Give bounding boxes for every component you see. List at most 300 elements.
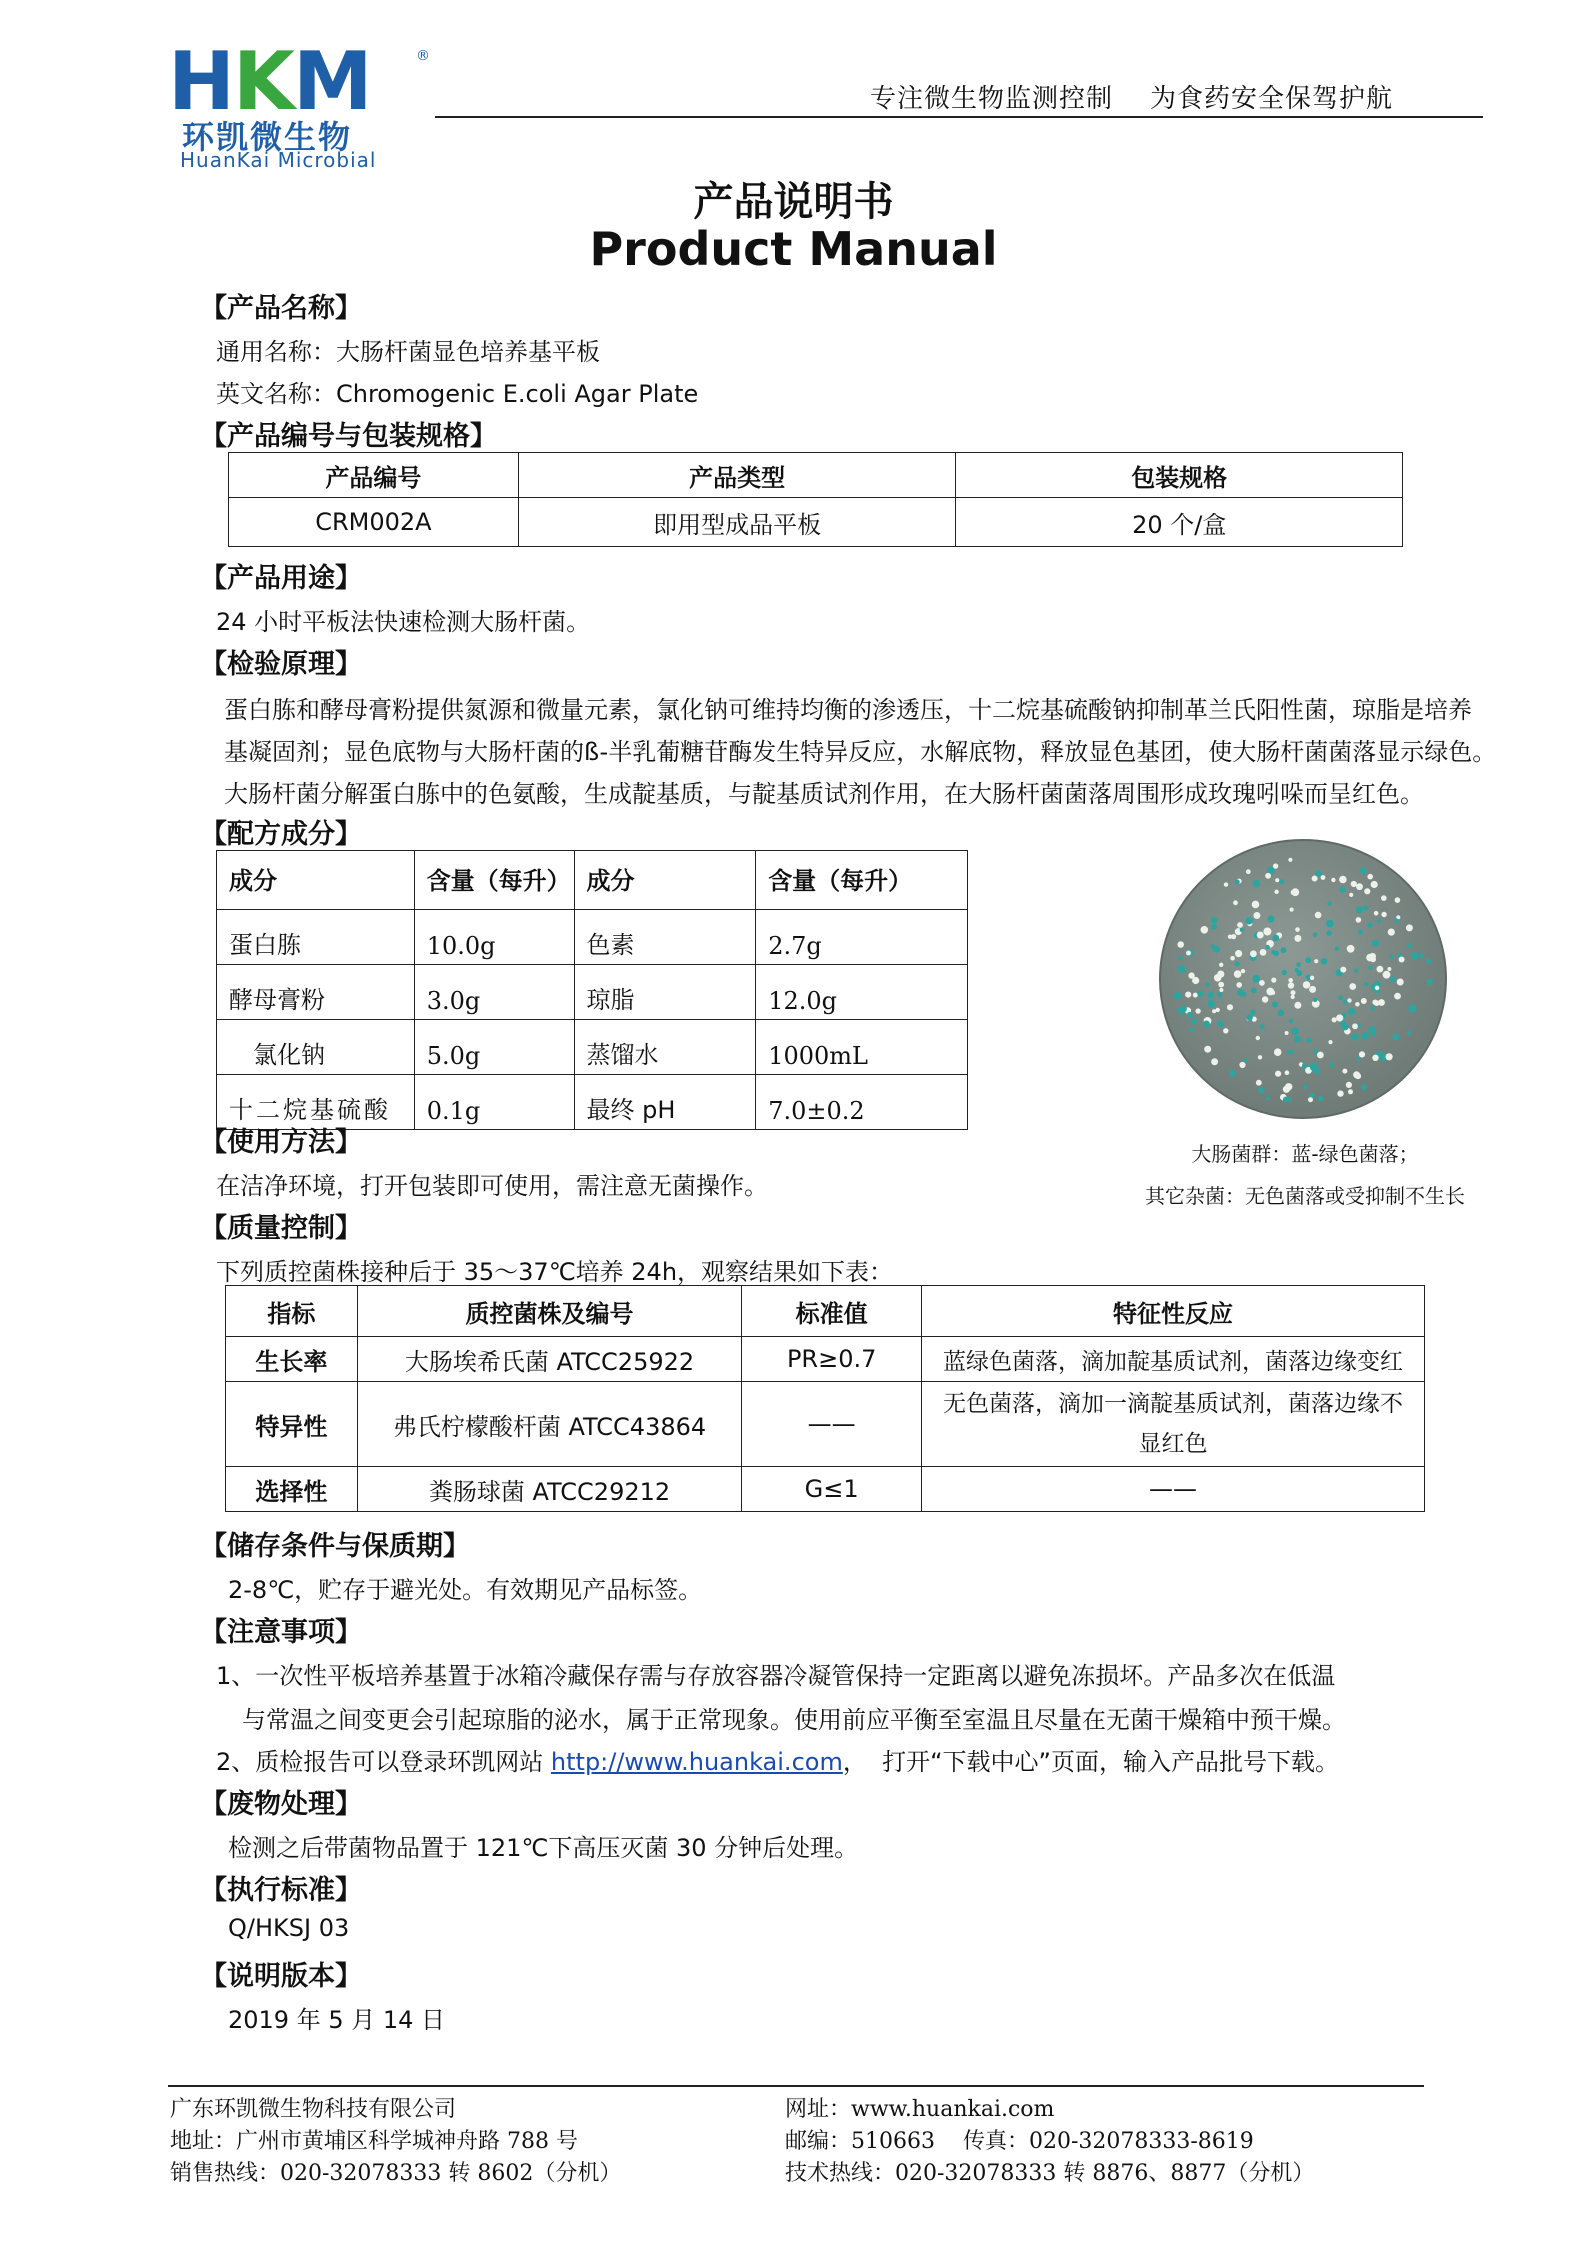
colony-dot bbox=[1367, 922, 1372, 927]
colony-dot bbox=[1272, 935, 1279, 942]
table-cell: 最终 pH bbox=[574, 1075, 756, 1130]
colony-dot bbox=[1294, 1036, 1301, 1043]
colony-dot bbox=[1387, 967, 1391, 971]
colony-dot bbox=[1302, 1063, 1306, 1067]
colony-dot bbox=[1191, 1019, 1197, 1025]
table-cell: 特异性 bbox=[226, 1382, 358, 1467]
colony-dot bbox=[1395, 897, 1401, 903]
footer-tech: 技术热线：020-32078333 转 8876、8877（分机） bbox=[785, 2161, 1315, 2186]
colony-dot bbox=[1283, 1086, 1290, 1093]
section-heading-version: 【说明版本】 bbox=[200, 1961, 362, 1992]
table-cell: 生长率 bbox=[226, 1337, 358, 1382]
table-cell: 弗氏柠檬酸杆菌 ATCC43864 bbox=[357, 1382, 741, 1467]
table-cell: 酵母膏粉 bbox=[217, 965, 415, 1020]
standard-text: Q/HKSJ 03 bbox=[228, 1914, 350, 1942]
title-chinese: 产品说明书 bbox=[693, 179, 894, 225]
colony-dot bbox=[1367, 874, 1373, 880]
table-header: 产品编号 bbox=[229, 453, 519, 498]
colony-dot bbox=[1235, 950, 1242, 957]
storage-text: 2-8℃，贮存于避光处。有效期见产品标签。 bbox=[228, 1576, 703, 1604]
colony-dot bbox=[1347, 945, 1355, 953]
colony-dot bbox=[1178, 956, 1182, 960]
footer-web: 网址：www.huankai.com bbox=[785, 2097, 1055, 2122]
colony-dot bbox=[1289, 1019, 1293, 1023]
colony-dot bbox=[1394, 993, 1401, 1000]
colony-dot bbox=[1343, 1000, 1348, 1005]
colony-dot bbox=[1213, 946, 1220, 953]
colony-dot bbox=[1329, 1062, 1334, 1067]
colony-dot bbox=[1241, 969, 1245, 973]
table-header: 产品类型 bbox=[518, 453, 956, 498]
colony-dot bbox=[1219, 963, 1223, 967]
principle-line-1: 蛋白胨和酵母膏粉提供氮源和微量元素，氯化钠可维持均衡的渗透压，十二烷基硫酸钠抑制革兰氏阳性菌，琼脂是培养 bbox=[224, 696, 1472, 724]
colony-dot bbox=[1372, 940, 1379, 947]
colony-dot bbox=[1218, 982, 1224, 988]
colony-dot bbox=[1296, 970, 1302, 976]
colony-dot bbox=[1381, 912, 1386, 917]
colony-dot bbox=[1272, 1002, 1278, 1008]
table-header: 含量（每升） bbox=[756, 851, 968, 910]
colony-dot bbox=[1239, 1062, 1245, 1068]
section-heading-method: 【使用方法】 bbox=[200, 1127, 362, 1158]
table-cell: 色素 bbox=[574, 910, 756, 965]
colony-dot bbox=[1369, 953, 1376, 960]
colony-dot bbox=[1326, 930, 1331, 935]
colony-dot bbox=[1291, 888, 1299, 896]
section-heading-storage: 【储存条件与保质期】 bbox=[200, 1531, 470, 1562]
colony-dot bbox=[1375, 986, 1380, 991]
colony-dot bbox=[1285, 1031, 1289, 1035]
colony-dot bbox=[1346, 1082, 1352, 1088]
colony-dot bbox=[1361, 1032, 1369, 1040]
colony-dot bbox=[1207, 992, 1214, 999]
colony-dot bbox=[1356, 906, 1363, 913]
formula-table bbox=[216, 850, 968, 1130]
colony-dot bbox=[1251, 987, 1257, 993]
colony-dot bbox=[1185, 992, 1191, 998]
colony-dot bbox=[1223, 1028, 1228, 1033]
colony-dot bbox=[1407, 944, 1411, 948]
colony-dot bbox=[1229, 1070, 1236, 1077]
table-header: 含量（每升） bbox=[414, 851, 574, 910]
slogan: 专注微生物监测控制 为食药安全保驾护航 bbox=[870, 84, 1394, 114]
colony-dot bbox=[1228, 935, 1232, 939]
colony-dot bbox=[1339, 876, 1347, 884]
colony-dot bbox=[1260, 1024, 1265, 1029]
table-header: 特征性反应 bbox=[922, 1286, 1425, 1337]
colony-dot bbox=[1259, 980, 1265, 986]
colony-dot bbox=[1204, 1046, 1211, 1053]
dish-caption-2: 其它杂菌：无色菌落或受抑制不生长 bbox=[1145, 1184, 1465, 1208]
colony-dot bbox=[1351, 881, 1357, 887]
colony-dot bbox=[1274, 1048, 1282, 1056]
colony-dot bbox=[1291, 995, 1295, 999]
table-header: 指标 bbox=[226, 1286, 358, 1337]
colony-dot bbox=[1211, 917, 1217, 923]
table-cell: 粪肠球菌 ATCC29212 bbox=[357, 1467, 741, 1512]
colony-dot bbox=[1208, 1000, 1216, 1008]
table-cell: 即用型成品平板 bbox=[518, 498, 956, 547]
footer-address: 地址：广州市黄埔区科学城神舟路 788 号 bbox=[170, 2129, 578, 2154]
colony-dot bbox=[1193, 993, 1198, 998]
table-cell: 3.0g bbox=[414, 965, 574, 1020]
colony-dot bbox=[1326, 920, 1334, 928]
colony-dot bbox=[1361, 1084, 1367, 1090]
colony-dot bbox=[1250, 950, 1257, 957]
colony-dot bbox=[1277, 1010, 1284, 1017]
section-heading-name: 【产品名称】 bbox=[200, 293, 362, 324]
notes-line-2: 与常温之间变更会引起琼脂的泌水，属于正常现象。使用前应平衡至室温且尽量在无菌干燥箱中预干燥。 bbox=[242, 1706, 1346, 1734]
colony-dot bbox=[1260, 949, 1267, 956]
colony-dot bbox=[1219, 1022, 1224, 1027]
colony-dot bbox=[1349, 893, 1353, 897]
table-cell: 2.7g bbox=[756, 910, 968, 965]
colony-dot bbox=[1406, 924, 1413, 931]
colony-dot bbox=[1335, 946, 1339, 950]
colony-dot bbox=[1236, 982, 1242, 988]
colony-dot bbox=[1356, 883, 1363, 890]
colony-dot bbox=[1314, 959, 1318, 963]
colony-dot bbox=[1336, 1014, 1343, 1021]
colony-dot bbox=[1195, 1008, 1200, 1013]
colony-dot bbox=[1253, 912, 1260, 919]
colony-dot bbox=[1328, 1040, 1332, 1044]
colony-dot bbox=[1342, 1024, 1349, 1031]
colony-dot bbox=[1419, 953, 1424, 958]
colony-dot bbox=[1397, 979, 1404, 986]
table-cell: 蓝绿色菌落，滴加靛基质试剂，菌落边缘变红 bbox=[922, 1337, 1425, 1382]
colony-dot bbox=[1174, 992, 1182, 1000]
colony-dot bbox=[1313, 1049, 1318, 1054]
english-name: 英文名称：Chromogenic E.coli Agar Plate bbox=[216, 380, 699, 408]
colony-dot bbox=[1263, 928, 1271, 936]
colony-dot bbox=[1180, 1006, 1187, 1013]
colony-dot bbox=[1340, 967, 1346, 973]
colony-dot bbox=[1235, 880, 1240, 885]
logo-letter-m: M bbox=[292, 35, 371, 128]
common-name: 通用名称：大肠杆菌显色培养基平板 bbox=[216, 338, 600, 366]
colony-dot bbox=[1305, 957, 1311, 963]
title-english: Product Manual bbox=[589, 222, 998, 276]
colony-dot bbox=[1283, 1097, 1289, 1103]
usage-text: 24 小时平板法快速检测大肠杆菌。 bbox=[216, 608, 591, 636]
colony-dot bbox=[1296, 962, 1301, 967]
colony-dot bbox=[1234, 970, 1242, 978]
section-heading-formula: 【配方成分】 bbox=[200, 819, 362, 850]
colony-dot bbox=[1271, 991, 1275, 995]
colony-dot bbox=[1328, 901, 1332, 905]
colony-dot bbox=[1256, 1080, 1262, 1086]
colony-dot bbox=[1313, 932, 1318, 937]
footer-company: 广东环凯微生物科技有限公司 bbox=[170, 2097, 457, 2122]
logo-chinese-name: 环凯微生物 bbox=[182, 118, 353, 156]
colony-dot bbox=[1361, 998, 1367, 1004]
website-link[interactable]: http://www.huankai.com bbox=[550, 1748, 843, 1776]
logo-english-name: HuanKai Microbial bbox=[180, 148, 377, 172]
table-cell: —— bbox=[742, 1382, 922, 1467]
colony-dot bbox=[1177, 941, 1184, 948]
colony-dot bbox=[1313, 998, 1317, 1002]
colony-dot bbox=[1290, 908, 1294, 912]
disposal-text: 检测之后带菌物品置于 121℃下高压灭菌 30 分钟后处理。 bbox=[228, 1834, 859, 1862]
table-cell: 12.0g bbox=[756, 965, 968, 1020]
petri-dish-image bbox=[1158, 838, 1448, 1120]
colony-dot bbox=[1356, 917, 1362, 923]
colony-dot bbox=[1266, 945, 1270, 949]
qc-intro: 下列质控菌株接种后于 35～37℃培养 24h，观察结果如下表： bbox=[216, 1258, 894, 1286]
colony-dot bbox=[1246, 869, 1251, 874]
colony-dot bbox=[1308, 1097, 1313, 1102]
colony-dot bbox=[1235, 961, 1240, 966]
colony-dot bbox=[1258, 1055, 1262, 1059]
colony-dot bbox=[1262, 996, 1268, 1002]
dish-caption-1: 大肠菌群：蓝-绿色菌落； bbox=[1191, 1142, 1419, 1166]
colony-dot bbox=[1230, 956, 1235, 961]
colony-dot bbox=[1178, 965, 1186, 973]
colony-dot bbox=[1426, 959, 1431, 964]
colony-dot bbox=[1219, 988, 1223, 992]
colony-dot bbox=[1363, 905, 1368, 910]
table-cell: 无色菌落，滴加一滴靛基质试剂，菌落边缘不显红色 bbox=[922, 1382, 1425, 1467]
table-cell: 5.0g bbox=[414, 1020, 574, 1075]
colony-dot bbox=[1271, 978, 1276, 983]
colony-dot bbox=[1212, 1009, 1216, 1013]
colony-dot bbox=[1217, 971, 1224, 978]
colony-dot bbox=[1342, 1069, 1347, 1074]
colony-dot bbox=[1217, 992, 1223, 998]
colony-dot bbox=[1360, 867, 1367, 874]
footer-divider bbox=[168, 2085, 1424, 2087]
colony-dot bbox=[1355, 1002, 1360, 1007]
colony-dot bbox=[1390, 955, 1394, 959]
table-cell: 1000mL bbox=[756, 1020, 968, 1075]
qc-table bbox=[225, 1285, 1425, 1512]
colony-dot bbox=[1274, 890, 1278, 894]
colony-dot bbox=[1211, 924, 1217, 930]
colony-dot bbox=[1392, 1033, 1399, 1040]
principle-line-2: 基凝固剂；显色底物与大肠杆菌的ß-半乳葡糖苷酶发生特异反应，水解底物，释放显色基团，使大肠杆菌菌落显示绿色。 bbox=[224, 738, 1497, 766]
colony-dot bbox=[1288, 978, 1293, 983]
colony-dot bbox=[1331, 878, 1335, 882]
colony-dot bbox=[1246, 917, 1253, 924]
colony-dot bbox=[1371, 1006, 1376, 1011]
table-cell: G≤1 bbox=[742, 1467, 922, 1512]
section-heading-standard: 【执行标准】 bbox=[200, 1875, 362, 1906]
colony-dot bbox=[1381, 895, 1387, 901]
colony-dot bbox=[1244, 1058, 1248, 1062]
colony-dot bbox=[1318, 1096, 1323, 1101]
notes-line-3-prefix: 2、质检报告可以登录环凯网站 bbox=[216, 1748, 551, 1776]
colony-dot bbox=[1411, 952, 1419, 960]
colony-dot bbox=[1321, 958, 1328, 965]
colony-dot bbox=[1339, 887, 1345, 893]
colony-dot bbox=[1294, 1002, 1301, 1009]
colony-dot bbox=[1288, 1049, 1293, 1054]
product-code-table bbox=[228, 452, 1403, 547]
colony-dot bbox=[1227, 1004, 1233, 1010]
table-cell: 7.0±0.2 bbox=[756, 1075, 968, 1130]
colony-dot bbox=[1377, 919, 1381, 923]
colony-dot bbox=[1291, 990, 1296, 995]
logo-letter-h: H bbox=[168, 35, 233, 128]
colony-dot bbox=[1358, 930, 1363, 935]
table-cell: 蛋白胨 bbox=[217, 910, 415, 965]
colony-dot bbox=[1256, 1036, 1260, 1040]
colony-dot bbox=[1374, 911, 1379, 916]
colony-dot bbox=[1352, 1023, 1358, 1029]
colony-dot bbox=[1407, 1031, 1411, 1035]
colony-dot bbox=[1197, 991, 1203, 997]
registered-mark: ® bbox=[416, 48, 430, 64]
logo-letter-k: K bbox=[232, 35, 293, 128]
colony-dot bbox=[1205, 982, 1209, 986]
table-header: 质控菌株及编号 bbox=[357, 1286, 741, 1337]
colony-dot bbox=[1275, 1071, 1281, 1077]
footer-postal-fax: 邮编：510663 传真：020-32078333-8619 bbox=[785, 2129, 1254, 2154]
colony-dot bbox=[1408, 1005, 1416, 1013]
colony-dot bbox=[1186, 951, 1191, 956]
colony-dot bbox=[1368, 965, 1372, 969]
logo bbox=[168, 35, 371, 128]
footer-sales: 销售热线：020-32078333 转 8602（分机） bbox=[170, 2161, 622, 2186]
table-cell: 大肠埃希氏菌 ATCC25922 bbox=[357, 1337, 741, 1382]
colony-dot bbox=[1188, 972, 1194, 978]
colony-dot bbox=[1372, 1055, 1378, 1061]
colony-dot bbox=[1372, 1000, 1377, 1005]
table-cell: PR≥0.7 bbox=[742, 1337, 922, 1382]
colony-dot bbox=[1368, 1026, 1375, 1033]
colony-dot bbox=[1258, 1087, 1264, 1093]
colony-dot bbox=[1317, 1052, 1324, 1059]
colony-dot bbox=[1252, 901, 1260, 909]
colony-dot bbox=[1332, 1017, 1337, 1022]
colony-dot bbox=[1321, 875, 1326, 880]
colony-dot bbox=[1309, 986, 1316, 993]
colony-dot bbox=[1303, 981, 1310, 988]
colony-dot bbox=[1279, 879, 1284, 884]
colony-dot bbox=[1349, 983, 1356, 990]
table-header: 成分 bbox=[217, 851, 415, 910]
colony-dot bbox=[1310, 976, 1314, 980]
colony-dot bbox=[1233, 900, 1238, 905]
colony-dot bbox=[1386, 1053, 1393, 1060]
colony-dot bbox=[1353, 1071, 1360, 1078]
colony-dot bbox=[1356, 1056, 1360, 1060]
colony-dot bbox=[1426, 979, 1432, 985]
colony-dot bbox=[1303, 1085, 1307, 1089]
table-header: 标准值 bbox=[742, 1286, 922, 1337]
colony-dot bbox=[1354, 969, 1358, 973]
colony-dot bbox=[1237, 922, 1243, 928]
colony-dot bbox=[1295, 927, 1300, 932]
colony-dot bbox=[1224, 882, 1228, 886]
colony-dot bbox=[1306, 1038, 1311, 1043]
table-cell: 0.1g bbox=[414, 1075, 574, 1130]
colony-dot bbox=[1211, 1058, 1218, 1065]
colony-dot bbox=[1275, 878, 1279, 882]
colony-dot bbox=[1265, 873, 1271, 879]
section-heading-principle: 【检验原理】 bbox=[200, 649, 362, 680]
section-heading-disposal: 【废物处理】 bbox=[200, 1789, 362, 1820]
colony-dot bbox=[1348, 1008, 1355, 1015]
colony-dot bbox=[1257, 932, 1264, 939]
colony-dot bbox=[1288, 982, 1294, 988]
table-cell: 10.0g bbox=[414, 910, 574, 965]
colony-dot bbox=[1285, 1070, 1290, 1075]
colony-dot bbox=[1351, 1033, 1358, 1040]
table-cell: 十二烷基硫酸 bbox=[217, 1075, 415, 1130]
colony-dot bbox=[1394, 919, 1399, 924]
table-header: 成分 bbox=[574, 851, 756, 910]
colony-dot bbox=[1271, 950, 1275, 954]
colony-dot bbox=[1377, 966, 1384, 973]
colony-dot bbox=[1281, 947, 1287, 953]
colony-dot bbox=[1266, 1096, 1270, 1100]
colony-dot bbox=[1216, 1008, 1220, 1012]
section-heading-qc: 【质量控制】 bbox=[200, 1213, 362, 1244]
header-divider bbox=[435, 116, 1483, 118]
principle-line-3: 大肠杆菌分解蛋白胨中的色氨酸，生成靛基质，与靛基质试剂作用，在大肠杆菌菌落周围形成玫瑰吲哚而呈红色。 bbox=[224, 780, 1424, 808]
table-cell: 选择性 bbox=[226, 1467, 358, 1512]
colony-dot bbox=[1267, 915, 1274, 922]
colony-dot bbox=[1371, 881, 1378, 888]
colony-dot bbox=[1348, 1089, 1353, 1094]
colony-dot bbox=[1347, 998, 1351, 1002]
table-cell: 蒸馏水 bbox=[574, 1020, 756, 1075]
table-cell: 琼脂 bbox=[574, 965, 756, 1020]
colony-dot bbox=[1203, 1021, 1210, 1028]
notes-line-3 bbox=[216, 1742, 1339, 1777]
colony-dot bbox=[1364, 982, 1368, 986]
table-cell: 氯化钠 bbox=[217, 1020, 415, 1075]
colony-dot bbox=[1388, 929, 1395, 936]
table-cell: CRM002A bbox=[229, 498, 519, 547]
version-text: 2019 年 5 月 14 日 bbox=[228, 2006, 446, 2034]
colony-dot bbox=[1250, 1009, 1256, 1015]
colony-dot bbox=[1359, 1051, 1365, 1057]
colony-dot bbox=[1252, 975, 1260, 983]
colony-dot bbox=[1294, 935, 1301, 942]
colony-dot bbox=[1292, 1028, 1299, 1035]
colony-dot bbox=[1201, 926, 1209, 934]
notes-line-1: 1、一次性平板培养基置于冰箱冷藏保存需与存放容器冷凝管保持一定距离以避免冻损坏。产品多次在低温 bbox=[216, 1662, 1336, 1690]
colony-dot bbox=[1190, 1028, 1195, 1033]
colony-dot bbox=[1312, 876, 1318, 882]
table-cell: —— bbox=[922, 1467, 1425, 1512]
method-text: 在洁净环境，打开包装即可使用，需注意无菌操作。 bbox=[216, 1172, 768, 1200]
colony-dot bbox=[1246, 1014, 1252, 1020]
colony-dot bbox=[1364, 888, 1370, 894]
colony-dot bbox=[1288, 858, 1292, 862]
colony-dot bbox=[1338, 996, 1343, 1001]
colony-dot bbox=[1389, 976, 1395, 982]
table-header: 包装规格 bbox=[956, 453, 1403, 498]
colony-dot bbox=[1315, 912, 1322, 919]
notes-line-3-suffix: ， 打开“下载中心”页面，输入产品批号下载。 bbox=[842, 1748, 1339, 1776]
table-cell: 20 个/盒 bbox=[956, 498, 1403, 547]
colony-dot bbox=[1310, 1063, 1318, 1071]
section-heading-usage: 【产品用途】 bbox=[200, 563, 362, 594]
colony-dot bbox=[1337, 1090, 1343, 1096]
section-heading-notes: 【注意事项】 bbox=[200, 1617, 362, 1648]
colony-dot bbox=[1240, 928, 1244, 932]
section-heading-code: 【产品编号与包装规格】 bbox=[200, 421, 497, 452]
colony-dot bbox=[1383, 971, 1391, 979]
colony-dot bbox=[1187, 1012, 1193, 1018]
colony-dot bbox=[1241, 992, 1246, 997]
colony-dot bbox=[1399, 957, 1405, 963]
colony-dot bbox=[1253, 880, 1261, 888]
